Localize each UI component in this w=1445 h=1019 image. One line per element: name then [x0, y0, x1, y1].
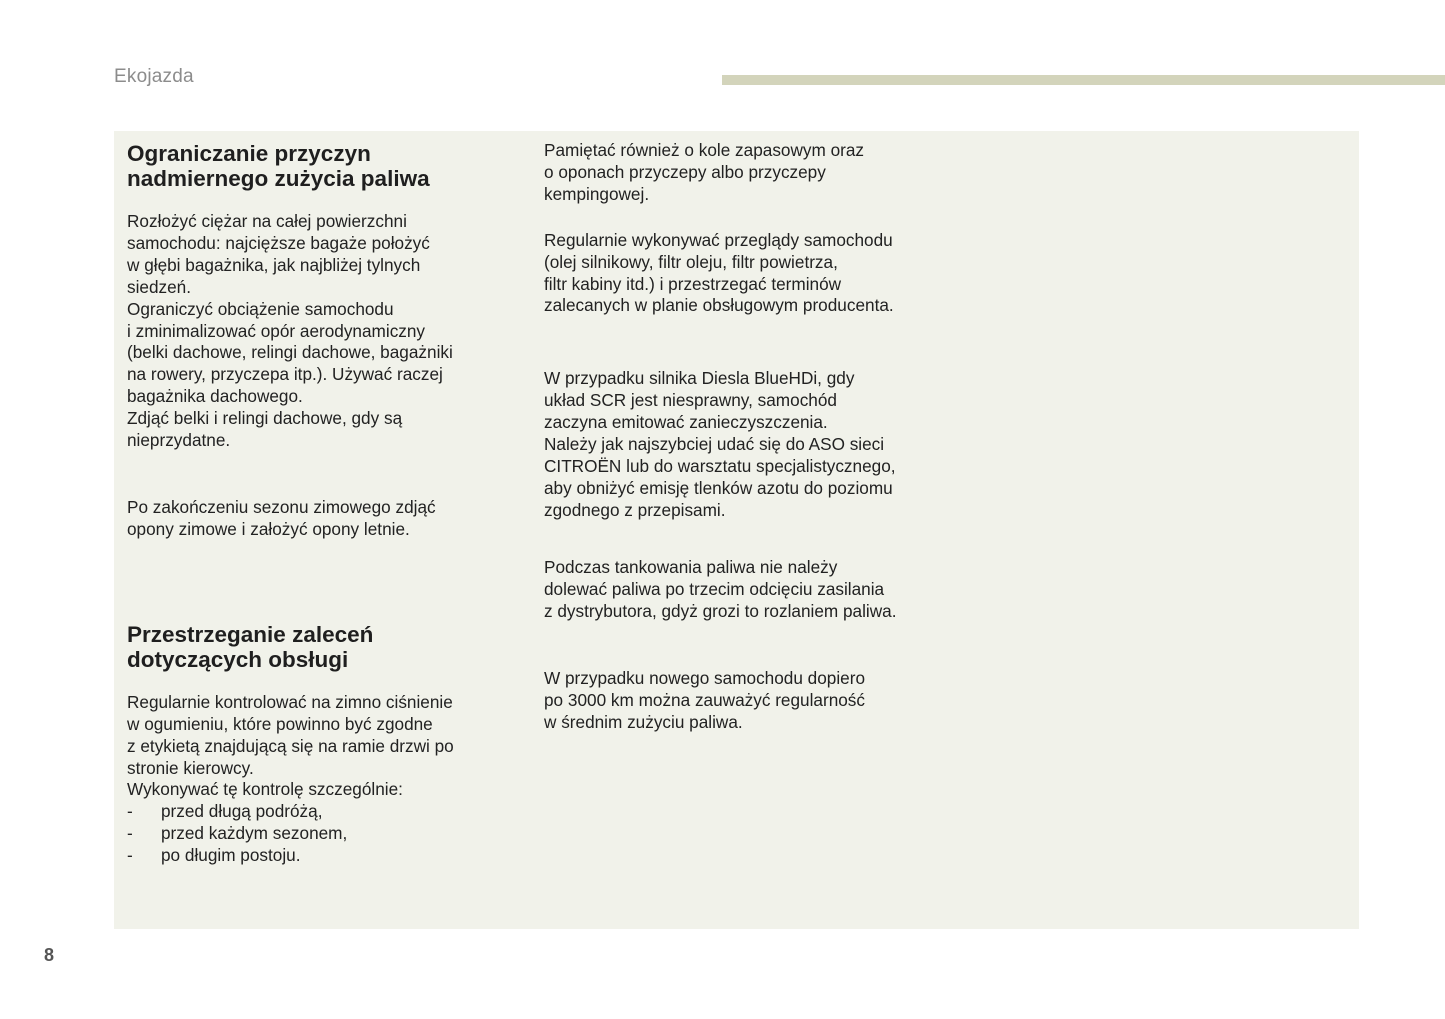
heading-maintenance: Przestrzeganie zaleceń dotyczących obsługi — [127, 621, 374, 672]
bullet-dash: - — [127, 823, 133, 844]
section-title: Ekojazda — [114, 66, 194, 87]
list-item: - przed długą podróżą, — [127, 801, 323, 822]
left-column — [127, 141, 512, 867]
paragraph-regular-service: Regularnie wykonywać przeglądy samochodu (olej silnikowy, filtr oleju, filtr powietrza, filtr kabiny itd.) i przestrzegać terminów zalecanych w planie obsługowym producenta. — [544, 229, 894, 316]
page-number: 8 — [44, 945, 55, 965]
header-decorative-bar — [722, 75, 1445, 85]
heading-fuel-consumption: Ograniczanie przyczyn nadmiernego zużycia paliwa — [127, 141, 430, 191]
list-item: - po długim postoju. — [127, 845, 301, 866]
paragraph-tyre-pressure: Regularnie kontrolować na zimno ciśnienie w ogumieniu, które powinno być zgodne z etykietą znajdującą się na ramie drzwi po stronie kierowcy. Wykonywać tę kontrolę szczególnie: — [127, 691, 454, 800]
list-item: - przed każdym sezonem, — [127, 823, 348, 844]
paragraph-load-distribution: Rozłożyć ciężar na całej powierzchni samochodu: najcięższe bagaże położyć w głębi bagażnika, jak najbliżej tylnych siedzeń. Ograniczyć obciążenie samochodu i zminimalizować opór aerodynamiczny (belki dachowe, relingi dachowe, bagażniki na rowery, przyczepa itp.). Używać raczej bagażnika dachowego. Zdjąć belki i relingi dachowe, gdy są nieprzydatne. — [127, 211, 453, 451]
paragraph-bluehdi-scr: W przypadku silnika Diesla BlueHDi, gdy układ SCR jest niesprawny, samochód zaczyna emitować zanieczyszczenia. Należy jak najszybciej udać się do ASO sieci CITROËN lub do warsztatu specjalistycznego, aby obniżyć emisję tlenków azotu do poziomu zgodnego z przepisami. — [544, 368, 896, 520]
right-column — [544, 140, 944, 734]
paragraph-refuelling: Podczas tankowania paliwa nie należy dolewać paliwa po trzecim odcięciu zasilania z dystrybutora, gdyż grozi to rozlaniem paliwa. — [544, 556, 897, 621]
bullet-dash: - — [127, 801, 133, 822]
paragraph-new-vehicle: W przypadku nowego samochodu dopiero po 3000 km można zauważyć regularność w średnim zużyciu paliwa. — [544, 668, 866, 733]
bullet-dash: - — [127, 845, 133, 866]
paragraph-winter-tyres: Po zakończeniu sezonu zimowego zdjąć opony zimowe i założyć opony letnie. — [127, 496, 436, 539]
paragraph-spare-wheel: Pamiętać również o kole zapasowym oraz o oponach przyczepy albo przyczepy kempingowej. — [544, 140, 865, 204]
bullet-list-check-occasions — [127, 801, 512, 867]
